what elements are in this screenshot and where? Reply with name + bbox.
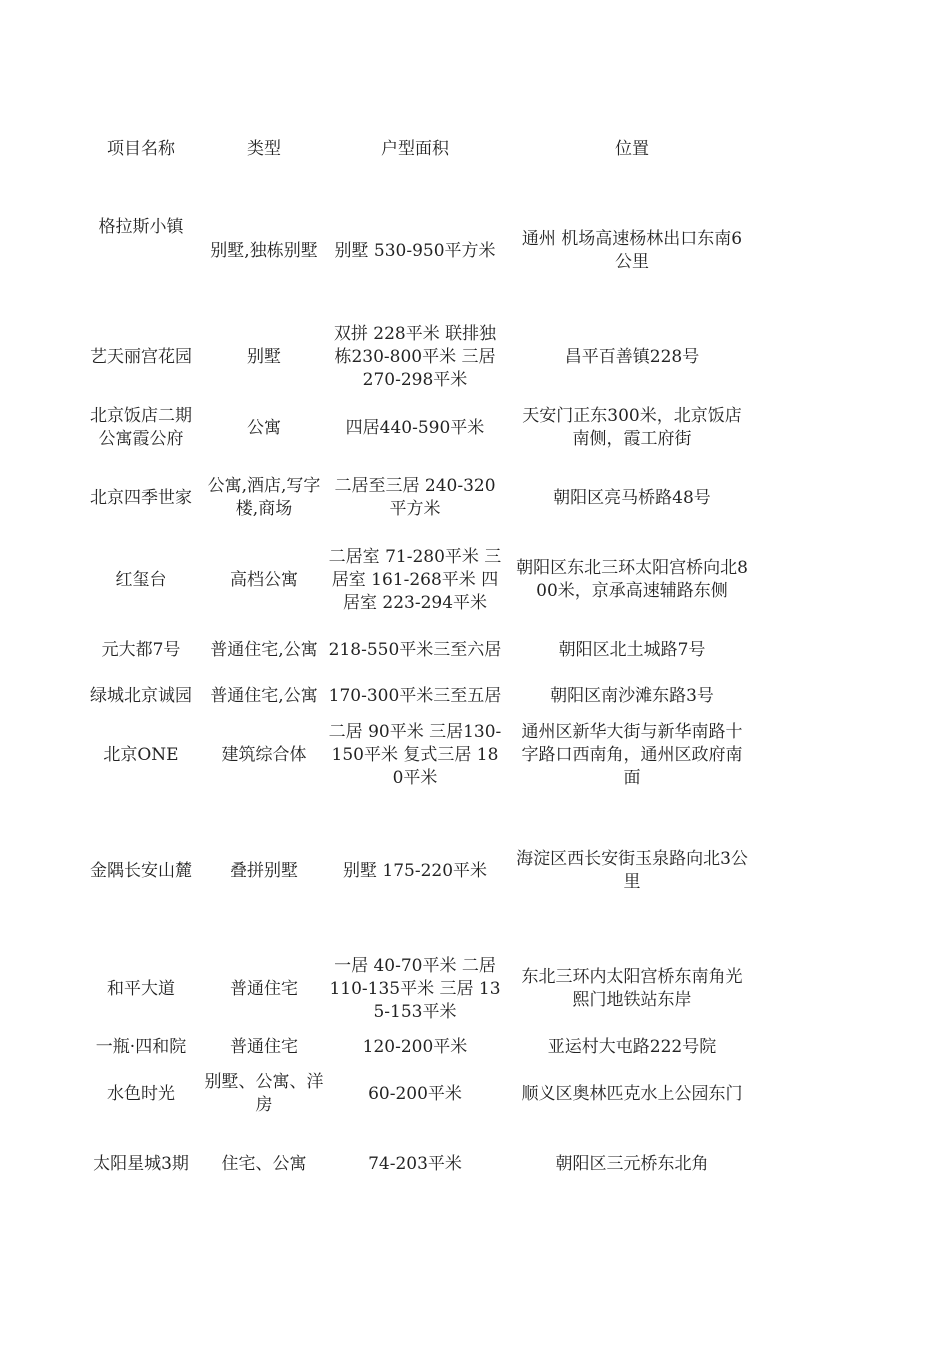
unit-area: 74-203平米 [368,1153,462,1174]
project-type: 高档公寓 [230,569,298,590]
location: 天安门正东300米，北京饭店南侧，霞工府街 [522,406,742,449]
project-type: 别墅、公寓、洋房 [204,1072,324,1115]
project-type: 住宅、公寓 [221,1153,307,1174]
unit-area: 二居室 71-280平米 三居室 161-268平米 四居室 223-294平米 [328,546,502,613]
project-name: 太阳星城3期 [93,1153,189,1174]
table-row [80,1023,760,1071]
table-row [80,474,760,522]
project-type: 公寓 [247,417,281,438]
project-name: 北京四季世家 [90,487,192,508]
unit-area: 二居 90平米 三居130-150平米 复式三居 180平米 [328,721,502,788]
location: 朝阳区南沙滩东路3号 [550,685,714,706]
location: 朝阳区东北三环太阳宫桥向北800米，京承高速辅路东侧 [516,558,748,601]
unit-area: 别墅 175-220平米 [342,860,488,881]
location: 通州区新华大街与新华南路十字路口西南角，通州区政府南面 [521,721,743,788]
location: 朝阳区三元桥东北角 [555,1153,709,1174]
project-name: 和平大道 [107,978,175,999]
location: 朝阳区亮马桥路48号 [553,487,711,508]
project-name: 北京饭店二期公寓霞公府 [90,406,192,449]
unit-area: 60-200平米 [368,1083,462,1104]
project-name: 红玺台 [115,569,167,590]
table-row [80,320,760,394]
unit-area: 别墅 530-950平方米 [334,240,496,261]
project-type: 普通住宅 [230,1036,298,1057]
project-name: 元大都7号 [101,639,181,660]
project-name: 金隅长安山麓 [90,860,192,881]
header-type: 类型 [247,138,281,159]
table-row [80,532,760,628]
table-row [80,216,760,286]
unit-area: 双拼 228平米 联排独栋230-800平米 三居 270-298平米 [333,323,497,390]
location: 东北三环内太阳宫桥东南角光熙门地铁站东岸 [521,967,743,1010]
header-name: 项目名称 [107,138,175,159]
unit-area: 一居 40-70平米 二居 110-135平米 三居 135-153平米 [329,955,501,1022]
table-row [80,718,760,792]
table-row [80,952,760,1026]
project-name: 绿城北京诚园 [90,685,192,706]
location: 朝阳区北土城路7号 [558,639,706,660]
unit-area: 218-550平米三至六居 [328,639,502,660]
location: 海淀区西长安街玉泉路向北3公里 [516,849,748,892]
unit-area: 120-200平米 [362,1036,468,1057]
header-location: 位置 [615,138,649,159]
project-name: 一瓶·四和院 [95,1036,187,1057]
table-row [80,393,760,463]
project-type: 公寓,酒店,写字楼,商场 [207,476,321,519]
project-type: 普通住宅,公寓 [210,639,318,660]
table-row [80,1070,760,1118]
project-name: 北京ONE [103,744,179,765]
location: 通州 机场高速杨林出口东南6公里 [521,229,743,272]
project-type: 别墅,独栋别墅 [210,240,318,261]
unit-area: 二居至三居 240-320平方米 [334,476,496,519]
project-name: 艺天丽宫花园 [90,346,192,367]
project-name: 格拉斯小镇 [98,217,184,237]
table-row [80,1140,760,1188]
location: 昌平百善镇228号 [564,346,700,367]
unit-area: 170-300平米三至五居 [328,685,502,706]
project-type: 建筑综合体 [221,744,307,765]
table-header-row [80,126,760,172]
project-type: 普通住宅,公寓 [210,685,318,706]
header-area: 户型面积 [381,138,449,159]
location: 亚运村大屯路222号院 [547,1036,717,1057]
table-row [80,846,760,896]
project-type: 叠拼别墅 [230,860,298,881]
project-type: 普通住宅 [230,978,298,999]
table-row [80,626,760,674]
unit-area: 四居440-590平米 [345,417,485,438]
project-type: 别墅 [247,346,281,367]
project-name: 水色时光 [107,1083,175,1104]
location: 顺义区奥林匹克水上公园东门 [521,1083,743,1104]
table-row [80,672,760,720]
